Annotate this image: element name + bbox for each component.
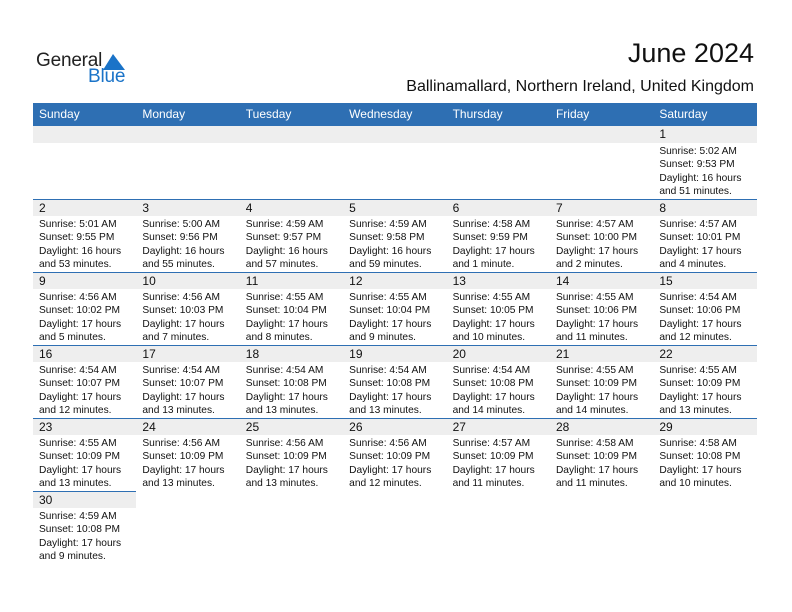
daylight-hours-text: Daylight: 17 hours <box>349 464 432 476</box>
sunset-text: Sunset: 10:08 PM <box>349 378 431 390</box>
logo-word-blue: Blue <box>88 66 126 87</box>
sunset-text: Sunset: 10:09 PM <box>452 451 534 463</box>
daylight-minutes-text: and 1 minute. <box>452 258 515 270</box>
sunset-text: Sunset: 10:00 PM <box>555 232 637 244</box>
logo-word-general: General <box>36 50 103 71</box>
daylight-hours-text: Daylight: 17 hours <box>452 245 535 257</box>
empty-day-cell <box>240 491 343 564</box>
daylight-minutes-text: and 9 minutes. <box>349 331 416 343</box>
day-info <box>653 362 756 417</box>
sunrise-text: Sunrise: 4:54 AM <box>349 365 427 376</box>
sunrise-text: Sunrise: 4:57 AM <box>555 219 634 230</box>
day-info <box>653 289 756 344</box>
sunset-text: Sunset: 10:09 PM <box>659 378 741 390</box>
weekday-header-sunday: Sunday <box>39 107 80 121</box>
sunrise-text: Sunrise: 4:56 AM <box>349 438 427 449</box>
sunset-text: Sunset: 10:03 PM <box>142 305 224 317</box>
daylight-minutes-text: and 13 minutes. <box>245 477 319 489</box>
empty-day-cell <box>136 126 239 199</box>
empty-day-cell <box>447 126 550 199</box>
day-number: 19 <box>343 345 446 362</box>
empty-day-bar <box>136 126 239 143</box>
sunset-text: Sunset: 10:01 PM <box>659 232 741 244</box>
location-subtitle: Ballinamallard, Northern Ireland, United Kingdom <box>406 78 754 95</box>
daylight-minutes-text: and 57 minutes. <box>245 258 319 270</box>
daylight-hours-text: Daylight: 17 hours <box>555 318 639 330</box>
day-cell <box>343 199 446 272</box>
daylight-minutes-text: and 11 minutes. <box>555 331 628 343</box>
day-cell <box>136 345 239 418</box>
week-row <box>33 345 757 418</box>
empty-day-cell <box>343 491 446 564</box>
sunset-text: Sunset: 10:07 PM <box>142 378 224 390</box>
day-info <box>653 143 756 198</box>
daylight-minutes-text: and 9 minutes. <box>39 550 106 562</box>
day-info <box>447 435 550 490</box>
daylight-minutes-text: and 12 minutes. <box>659 331 732 343</box>
day-cell <box>343 345 446 418</box>
daylight-hours-text: Daylight: 17 hours <box>555 245 639 257</box>
day-cell <box>550 345 653 418</box>
weekday-header-row <box>33 103 757 126</box>
weekday-header-tuesday: Tuesday <box>245 107 292 121</box>
daylight-minutes-text: and 8 minutes. <box>245 331 313 343</box>
day-cell <box>550 418 653 491</box>
daylight-hours-text: Daylight: 17 hours <box>245 391 328 403</box>
sunrise-text: Sunrise: 4:55 AM <box>245 292 324 303</box>
daylight-hours-text: Daylight: 16 hours <box>245 245 328 257</box>
sunrise-text: Sunrise: 4:54 AM <box>452 365 531 376</box>
weekday-header-wednesday: Wednesday <box>349 107 413 121</box>
day-number: 7 <box>550 199 653 216</box>
empty-day-bar <box>343 126 446 143</box>
day-cell <box>240 272 343 345</box>
day-info <box>136 289 239 344</box>
sunset-text: Sunset: 9:58 PM <box>349 232 425 244</box>
calendar-grid <box>33 103 757 564</box>
sunrise-text: Sunrise: 4:55 AM <box>555 365 634 376</box>
day-number: 5 <box>343 199 446 216</box>
sunrise-text: Sunrise: 4:59 AM <box>349 219 427 230</box>
day-info <box>343 289 446 344</box>
empty-day-bar <box>447 126 550 143</box>
week-row <box>33 199 757 272</box>
day-info <box>136 362 239 417</box>
sunset-text: Sunset: 9:56 PM <box>142 232 218 244</box>
daylight-hours-text: Daylight: 17 hours <box>555 464 639 476</box>
day-number: 26 <box>343 418 446 435</box>
sunset-text: Sunset: 10:09 PM <box>349 451 431 463</box>
day-info <box>447 216 550 271</box>
day-info <box>343 435 446 490</box>
sunset-text: Sunset: 10:05 PM <box>452 305 534 317</box>
daylight-minutes-text: and 12 minutes. <box>39 404 112 416</box>
day-number: 20 <box>447 345 550 362</box>
daylight-hours-text: Daylight: 16 hours <box>39 245 122 257</box>
day-info <box>550 216 653 271</box>
empty-day-cell <box>550 491 653 564</box>
day-info <box>240 362 343 417</box>
daylight-hours-text: Daylight: 17 hours <box>142 391 225 403</box>
daylight-minutes-text: and 13 minutes. <box>245 404 319 416</box>
daylight-minutes-text: and 13 minutes. <box>39 477 112 489</box>
daylight-minutes-text: and 5 minutes. <box>39 331 106 343</box>
day-info <box>550 435 653 490</box>
daylight-hours-text: Daylight: 17 hours <box>39 537 122 549</box>
day-cell <box>136 418 239 491</box>
sunset-text: Sunset: 9:59 PM <box>452 232 528 244</box>
daylight-minutes-text: and 10 minutes. <box>452 331 526 343</box>
daylight-minutes-text: and 14 minutes. <box>452 404 526 416</box>
day-number: 30 <box>33 491 136 508</box>
empty-day-cell <box>550 126 653 199</box>
day-cell <box>653 272 756 345</box>
daylight-minutes-text: and 13 minutes. <box>349 404 422 416</box>
day-info <box>240 216 343 271</box>
day-number: 16 <box>33 345 136 362</box>
day-cell <box>343 272 446 345</box>
daylight-hours-text: Daylight: 17 hours <box>659 318 742 330</box>
day-cell <box>136 272 239 345</box>
day-info <box>33 362 136 417</box>
daylight-hours-text: Daylight: 17 hours <box>659 245 742 257</box>
weekday-header-friday: Friday <box>555 107 590 121</box>
sunrise-text: Sunrise: 4:56 AM <box>245 438 324 449</box>
day-number: 10 <box>136 272 239 289</box>
day-info <box>653 435 756 490</box>
empty-day-cell <box>33 126 136 199</box>
sunset-text: Sunset: 10:08 PM <box>39 524 120 536</box>
week-row <box>33 491 757 564</box>
day-number: 14 <box>550 272 653 289</box>
sunset-text: Sunset: 10:08 PM <box>245 378 327 390</box>
page-title: June 2024 <box>627 38 754 68</box>
daylight-hours-text: Daylight: 16 hours <box>349 245 432 257</box>
sunrise-text: Sunrise: 4:56 AM <box>142 438 220 449</box>
sunset-text: Sunset: 10:09 PM <box>555 378 637 390</box>
day-number: 17 <box>136 345 239 362</box>
day-info <box>33 216 136 271</box>
empty-day-bar <box>653 491 756 508</box>
daylight-hours-text: Daylight: 17 hours <box>452 464 535 476</box>
sunrise-text: Sunrise: 4:56 AM <box>142 292 220 303</box>
day-cell <box>240 418 343 491</box>
sunset-text: Sunset: 9:55 PM <box>39 232 115 244</box>
empty-day-bar <box>240 491 343 508</box>
daylight-minutes-text: and 10 minutes. <box>659 477 732 489</box>
daylight-hours-text: Daylight: 17 hours <box>452 391 535 403</box>
sunrise-text: Sunrise: 4:54 AM <box>39 365 117 376</box>
sunrise-text: Sunrise: 4:57 AM <box>659 219 737 230</box>
sunrise-text: Sunrise: 4:56 AM <box>39 292 117 303</box>
week-row <box>33 126 757 199</box>
sunrise-text: Sunrise: 4:55 AM <box>555 292 634 303</box>
day-number: 23 <box>33 418 136 435</box>
empty-day-bar <box>240 126 343 143</box>
day-cell <box>550 272 653 345</box>
day-number: 29 <box>653 418 756 435</box>
sunrise-text: Sunrise: 4:54 AM <box>659 292 737 303</box>
day-info <box>240 289 343 344</box>
sunrise-text: Sunrise: 4:58 AM <box>659 438 737 449</box>
daylight-minutes-text: and 53 minutes. <box>39 258 112 270</box>
daylight-minutes-text: and 13 minutes. <box>659 404 732 416</box>
daylight-minutes-text: and 7 minutes. <box>142 331 210 343</box>
day-number: 12 <box>343 272 446 289</box>
day-number: 22 <box>653 345 756 362</box>
day-info <box>447 362 550 417</box>
day-info <box>550 362 653 417</box>
empty-day-cell <box>136 491 239 564</box>
daylight-hours-text: Daylight: 17 hours <box>39 464 122 476</box>
sunset-text: Sunset: 10:06 PM <box>555 305 637 317</box>
daylight-hours-text: Daylight: 16 hours <box>659 172 742 184</box>
daylight-minutes-text: and 2 minutes. <box>555 258 623 270</box>
day-number: 3 <box>136 199 239 216</box>
day-number: 13 <box>447 272 550 289</box>
day-number: 8 <box>653 199 756 216</box>
daylight-minutes-text: and 59 minutes. <box>349 258 422 270</box>
sunrise-text: Sunrise: 4:55 AM <box>349 292 427 303</box>
day-number: 6 <box>447 199 550 216</box>
daylight-minutes-text: and 55 minutes. <box>142 258 215 270</box>
empty-day-bar <box>447 491 550 508</box>
daylight-hours-text: Daylight: 17 hours <box>245 464 328 476</box>
sunset-text: Sunset: 9:53 PM <box>659 159 735 171</box>
sunset-text: Sunset: 10:08 PM <box>659 451 741 463</box>
sunset-text: Sunset: 10:09 PM <box>555 451 637 463</box>
sunrise-text: Sunrise: 4:57 AM <box>452 438 531 449</box>
sunrise-text: Sunrise: 4:55 AM <box>659 365 737 376</box>
week-row <box>33 418 757 491</box>
daylight-hours-text: Daylight: 17 hours <box>349 318 432 330</box>
day-info <box>447 289 550 344</box>
sunset-text: Sunset: 10:09 PM <box>245 451 327 463</box>
day-info <box>653 216 756 271</box>
day-info <box>33 508 136 563</box>
day-number: 9 <box>33 272 136 289</box>
calendar-weeks <box>33 126 757 564</box>
day-cell <box>447 418 550 491</box>
weekday-header-saturday: Saturday <box>659 107 708 121</box>
day-number: 11 <box>240 272 343 289</box>
day-cell <box>447 272 550 345</box>
daylight-hours-text: Daylight: 17 hours <box>142 464 225 476</box>
weekday-header-thursday: Thursday <box>452 107 503 121</box>
sunrise-text: Sunrise: 4:59 AM <box>245 219 324 230</box>
sunset-text: Sunset: 10:09 PM <box>142 451 224 463</box>
daylight-hours-text: Daylight: 17 hours <box>555 391 639 403</box>
day-cell <box>33 345 136 418</box>
daylight-minutes-text: and 4 minutes. <box>659 258 727 270</box>
day-info <box>240 435 343 490</box>
empty-day-cell <box>343 126 446 199</box>
day-cell <box>240 199 343 272</box>
daylight-minutes-text: and 13 minutes. <box>142 404 215 416</box>
daylight-hours-text: Daylight: 17 hours <box>452 318 535 330</box>
sunset-text: Sunset: 10:09 PM <box>39 451 120 463</box>
day-cell <box>136 199 239 272</box>
empty-day-bar <box>550 491 653 508</box>
day-info <box>33 435 136 490</box>
day-cell <box>343 418 446 491</box>
day-cell <box>33 491 136 564</box>
day-number: 18 <box>240 345 343 362</box>
day-cell <box>653 418 756 491</box>
day-cell <box>653 126 756 199</box>
day-cell <box>447 345 550 418</box>
daylight-minutes-text: and 14 minutes. <box>555 404 629 416</box>
empty-day-cell <box>653 491 756 564</box>
day-cell <box>550 199 653 272</box>
daylight-minutes-text: and 11 minutes. <box>555 477 628 489</box>
day-info <box>550 289 653 344</box>
sunrise-text: Sunrise: 4:58 AM <box>555 438 634 449</box>
daylight-minutes-text: and 51 minutes. <box>659 185 732 197</box>
empty-day-bar <box>33 126 136 143</box>
sunrise-text: Sunrise: 4:55 AM <box>39 438 117 449</box>
daylight-hours-text: Daylight: 17 hours <box>142 318 225 330</box>
daylight-hours-text: Daylight: 17 hours <box>39 391 122 403</box>
daylight-hours-text: Daylight: 17 hours <box>659 464 742 476</box>
day-cell <box>653 199 756 272</box>
day-number: 25 <box>240 418 343 435</box>
week-row <box>33 272 757 345</box>
empty-day-bar <box>550 126 653 143</box>
empty-day-cell <box>240 126 343 199</box>
day-cell <box>653 345 756 418</box>
day-number: 27 <box>447 418 550 435</box>
daylight-minutes-text: and 13 minutes. <box>142 477 215 489</box>
day-cell <box>33 272 136 345</box>
day-number: 2 <box>33 199 136 216</box>
sunrise-text: Sunrise: 5:02 AM <box>659 146 737 157</box>
sunrise-text: Sunrise: 4:54 AM <box>245 365 324 376</box>
daylight-hours-text: Daylight: 17 hours <box>349 391 432 403</box>
day-number: 4 <box>240 199 343 216</box>
day-cell <box>33 199 136 272</box>
day-cell <box>447 199 550 272</box>
daylight-hours-text: Daylight: 17 hours <box>245 318 328 330</box>
sunrise-text: Sunrise: 4:58 AM <box>452 219 531 230</box>
daylight-hours-text: Daylight: 16 hours <box>142 245 225 257</box>
empty-day-bar <box>343 491 446 508</box>
day-info <box>136 435 239 490</box>
sunrise-text: Sunrise: 4:54 AM <box>142 365 220 376</box>
sunset-text: Sunset: 9:57 PM <box>245 232 322 244</box>
sunset-text: Sunset: 10:08 PM <box>452 378 534 390</box>
day-number: 1 <box>653 126 756 143</box>
day-info <box>33 289 136 344</box>
weekday-header-monday: Monday <box>142 107 186 121</box>
sunset-text: Sunset: 10:04 PM <box>245 305 327 317</box>
daylight-minutes-text: and 12 minutes. <box>349 477 422 489</box>
sunset-text: Sunset: 10:07 PM <box>39 378 120 390</box>
day-number: 24 <box>136 418 239 435</box>
sunset-text: Sunset: 10:06 PM <box>659 305 741 317</box>
day-cell <box>240 345 343 418</box>
day-info <box>136 216 239 271</box>
sunset-text: Sunset: 10:02 PM <box>39 305 120 317</box>
sunrise-text: Sunrise: 5:00 AM <box>142 219 220 230</box>
logo <box>36 50 136 88</box>
empty-day-bar <box>136 491 239 508</box>
sunrise-text: Sunrise: 4:59 AM <box>39 511 117 522</box>
daylight-hours-text: Daylight: 17 hours <box>659 391 742 403</box>
day-number: 21 <box>550 345 653 362</box>
day-number: 15 <box>653 272 756 289</box>
sunrise-text: Sunrise: 4:55 AM <box>452 292 531 303</box>
day-number: 28 <box>550 418 653 435</box>
day-info <box>343 216 446 271</box>
daylight-hours-text: Daylight: 17 hours <box>39 318 122 330</box>
day-cell <box>33 418 136 491</box>
day-info <box>343 362 446 417</box>
sunset-text: Sunset: 10:04 PM <box>349 305 431 317</box>
daylight-minutes-text: and 11 minutes. <box>452 477 525 489</box>
empty-day-cell <box>447 491 550 564</box>
sunrise-text: Sunrise: 5:01 AM <box>39 219 117 230</box>
